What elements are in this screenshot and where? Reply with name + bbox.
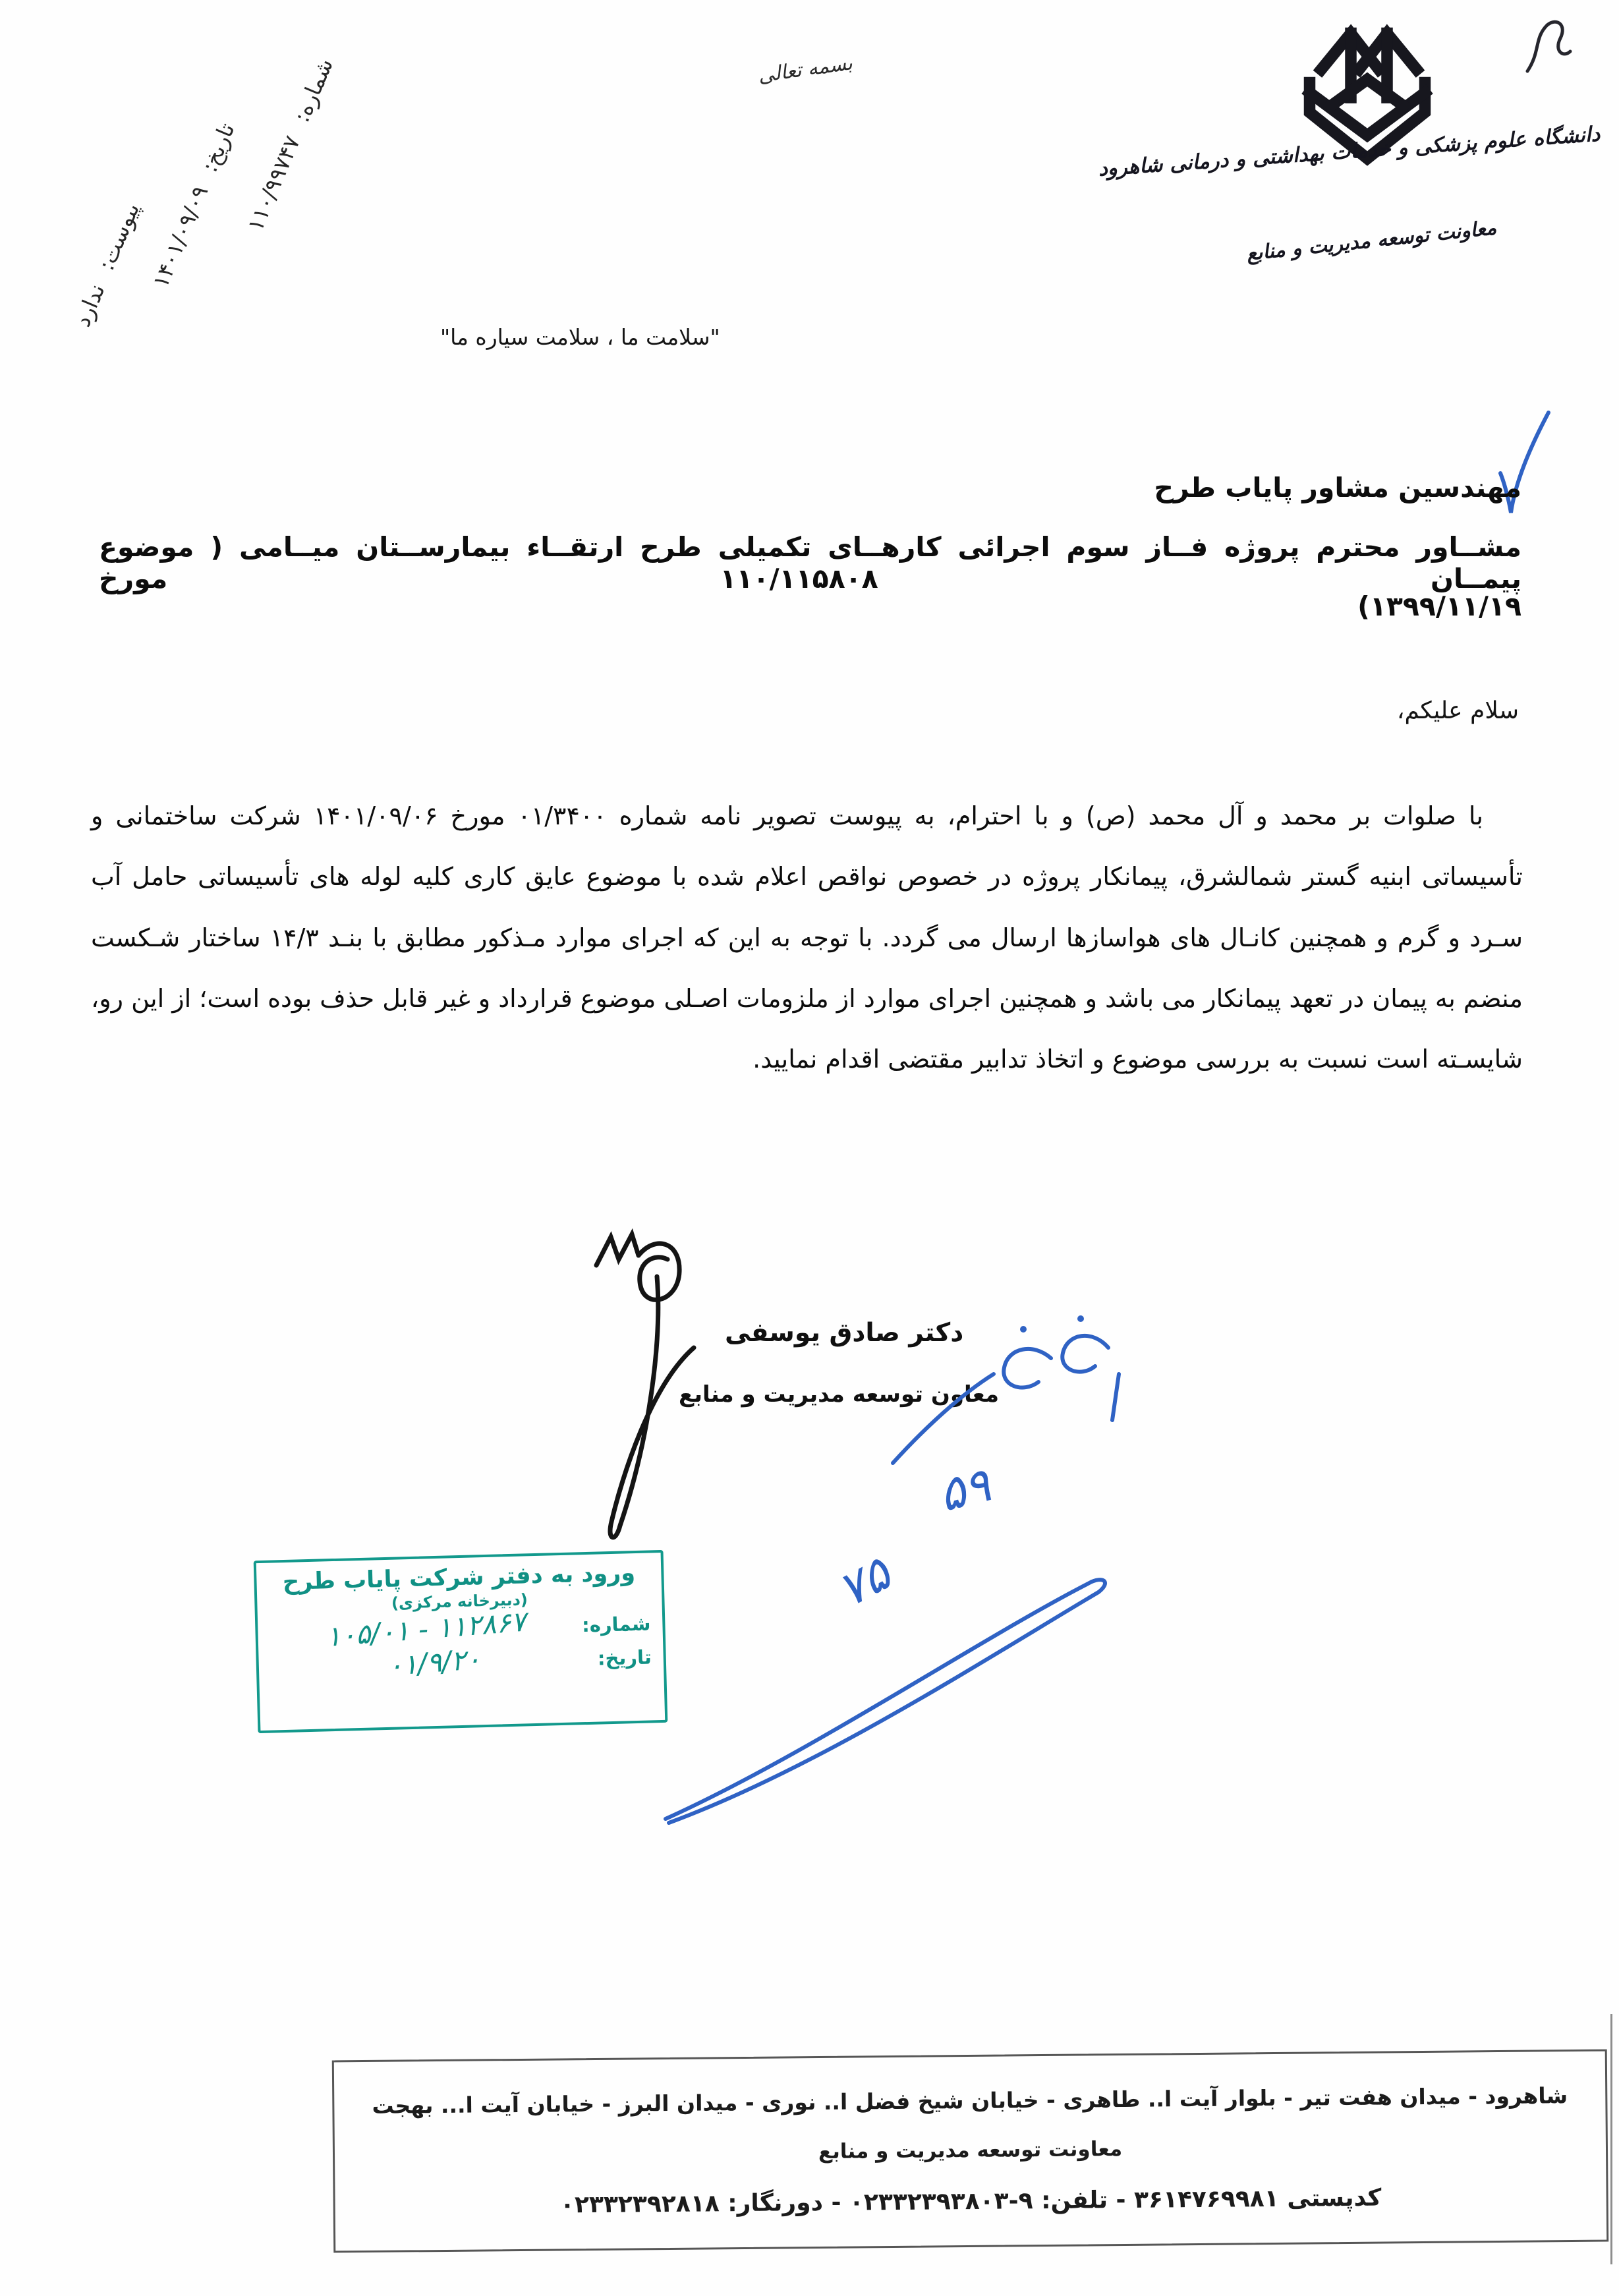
subject-line-2: ۱۳۹۹/۱۱/۱۹) [1357, 590, 1521, 622]
stamp-subtitle: (دبیرخانه مرکزی) [391, 1590, 528, 1613]
scan-edge-line [1610, 2014, 1612, 2264]
entry-stamp [254, 1550, 668, 1733]
university-name: دانشگاه علوم پزشکی و خدمات بهداشتی و درمانی شاهرود [1097, 122, 1601, 181]
footer-department: معاونت توسعه مدیریت و منابع [818, 2137, 1123, 2164]
stamp-number-value: ۱۱۲۸۶۷ - ۱۰۵/۰۱ [324, 1605, 527, 1653]
letter-number-label: شماره: [288, 54, 339, 127]
stamp-date-value: ۰۱/۹/۲۰ [386, 1642, 482, 1682]
letter-body: با صلوات بر محمد و آل محمد (ص) و با احترام، به پیوست تصویر نامه شماره ۰۱/۳۴۰۰ مورخ ۱۴۰۱/۰۹/۰۶ شرکت ساختمانی و تأسیساتی ابنیه گستر شمالشرق، پیمانکار پروژه در خصوص نواقص اعلام شده با موضوع عایق کاری کلیه لوله های تأسیساتی حامل آب سـرد و گرم و همچنین کانـال های هواسازها ارسال می گردد. با توجه به این که اجرای موارد مـذکور مطابق با بنـد ۱۴/۳ ساختار شـکست منضم به پیمان در تعهد پیمانکار می باشد و همچنین اجرای موارد از ملزومات اصـلی موضوع قرارداد و غیر قابل حذف بوده است؛ از این رو، شایسـته است نسبت به بررسی موضوع و اتخاذ تدابیر مقتضی اقدام نمایید. [91, 801, 1523, 1074]
handwritten-scribble [863, 1295, 1127, 1486]
stamp-date-label: تاریخ: [597, 1645, 652, 1670]
handwritten-digits-b: ۷۵ [828, 1545, 899, 1619]
footer-address: شاهرود - میدان هفت تیر - بلوار آیت ا.. طاهری - خیابان شیخ فضل ا.. نوری - میدان البرز - خیابان آیت ا... بهجت [372, 2082, 1568, 2119]
greeting-line: سلام علیکم، [1396, 697, 1519, 724]
stamp-title: ورود به دفتر شرکت پایاب طرح [282, 1560, 636, 1596]
letter-date-label: تاریخ: [196, 119, 240, 176]
subject-line-1: مشــاور محترم پروژه فــاز سوم اجرائی کارهــای تکمیلی طرح ارتقــاء بیمارســتان میــامی ( موضوع پیمــان ۱۱۰/۱۱۵۸۰۸ مورخ [99, 531, 1521, 594]
letter-number-field [242, 55, 339, 235]
handwritten-swoosh [649, 1561, 1130, 1831]
signatory-title: معاون توسعه مدیریت و منابع [679, 1381, 1000, 1408]
footer-contact: کدپستی ۳۶۱۴۷۶۹۹۸۱ - تلفن: ۹-۰۲۳۳۲۳۹۳۸۰۳ - دورنگار: ۰۲۳۳۲۳۹۲۸۱۸ [559, 2184, 1382, 2218]
handwritten-checkmark [1486, 407, 1558, 523]
signatory-name: دکتر صادق یوسفی [725, 1318, 964, 1348]
recipient-line: مهندسین مشاور پایاب طرح [1154, 472, 1521, 503]
letter-date-field [147, 119, 239, 291]
letter-number-value: ۱۱۰/۹۹۷۴۷ [242, 132, 306, 235]
slogan-text: "سلامت ما ، سلامت سیاره ما" [440, 324, 720, 350]
deputy-name: معاونت توسعه مدیریت و منابع [1245, 216, 1498, 266]
letter-attachment-value: ندارد [69, 279, 110, 331]
footer-address-box [332, 2050, 1608, 2253]
letter-attachment-label: پیوست: [93, 198, 145, 274]
corner-ink-mark [1521, 12, 1574, 84]
letter-date-value: ۱۴۰۱/۰۹/۰۹ [147, 181, 213, 292]
stamp-number-label: شماره: [581, 1611, 651, 1636]
basmala-text: بسمه تعالی [756, 51, 854, 88]
handwritten-digits-a: ۵۹ [932, 1456, 996, 1523]
letter-attachment-field [69, 199, 144, 331]
